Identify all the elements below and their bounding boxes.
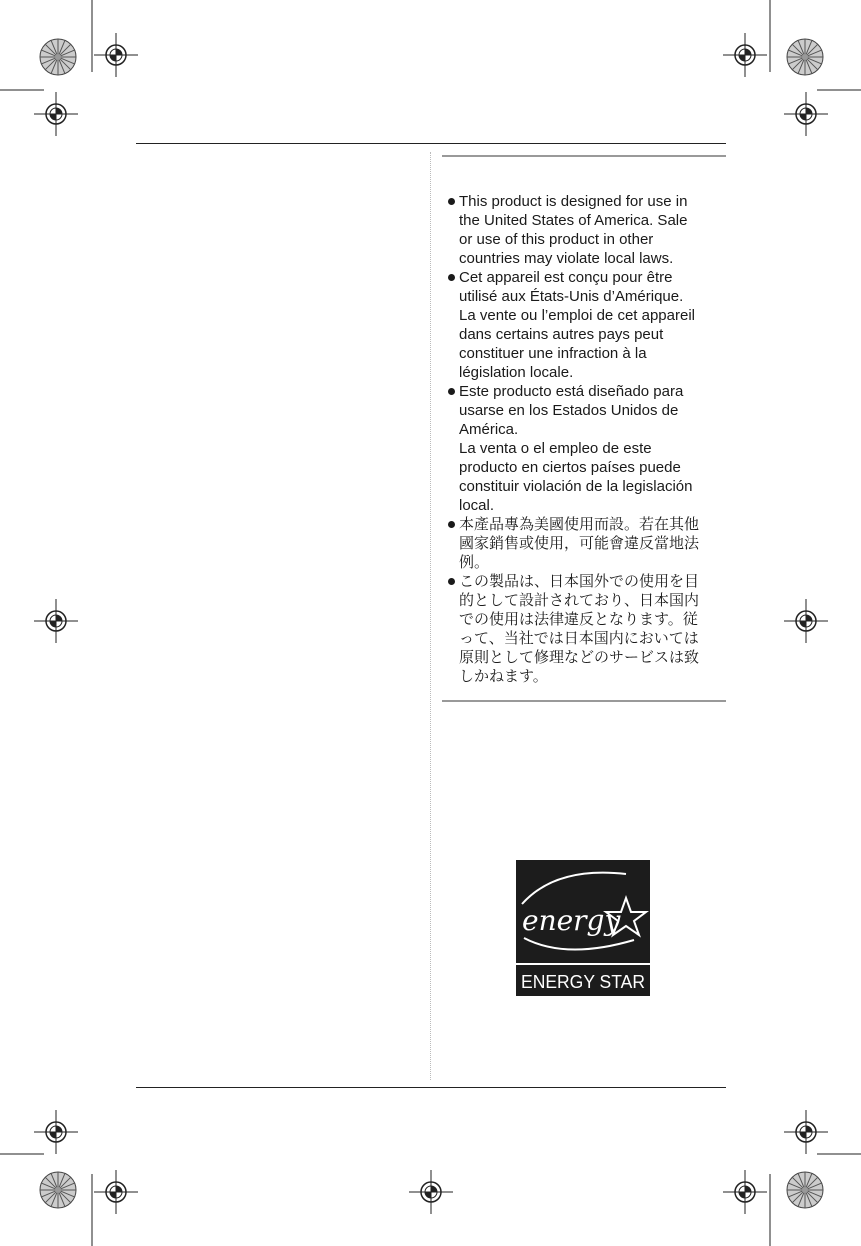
notice-item-fr: Cet appareil est conçu pour être utilisé aux États-Unis d’Amérique. La vente ou l’emploi de cet appareil dans certains autres pays peut constituer une infraction à la législation locale. — [446, 268, 728, 382]
notice-item-ja: この製品は、日本国外での使用を目 的として設計されており、日本国内 での使用は法律違反となります。従 って、当社では日本国内においては 原則として修理などのサービスは致 しかねます。 — [446, 572, 728, 686]
notice-item-es: Este producto está diseñado para usarse en los Estados Unidos de América. La venta o el empleo de este producto en ciertos países puede constituir violación de la legislación local. — [446, 382, 728, 515]
svg-text:ENERGY STAR: ENERGY STAR — [521, 972, 645, 992]
notice-item-zh: 本產品專為美國使用而設。若在其他 國家銷售或使用，可能會違反當地法 例。 — [446, 515, 728, 572]
svg-text:energy: energy — [522, 904, 621, 937]
notice-item-en: This product is designed for use in the United States of America. Sale or use of this product in other countries may violate local laws. — [446, 192, 728, 268]
